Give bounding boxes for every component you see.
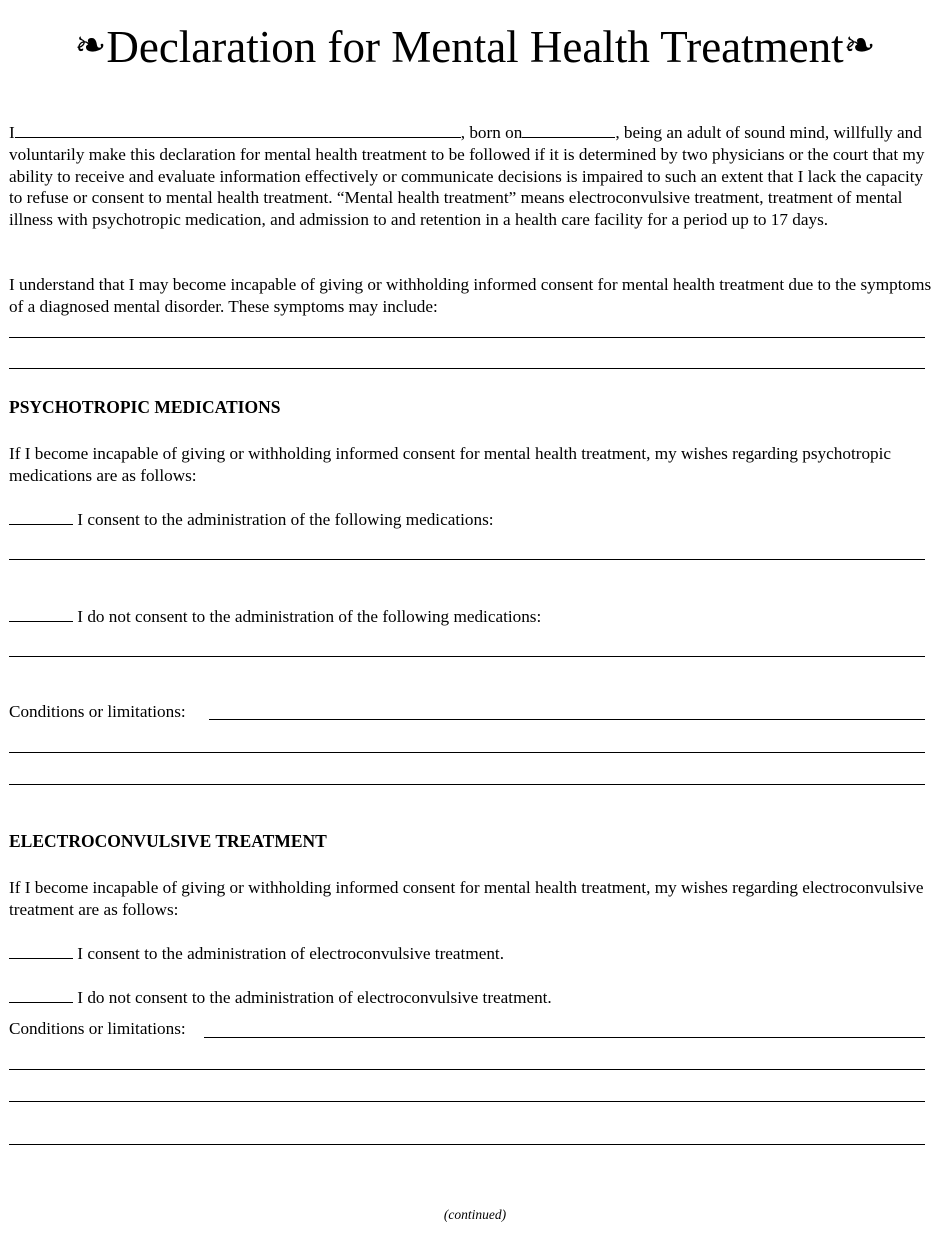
medication-conditions-line-3[interactable] <box>9 784 925 785</box>
medication-conditions-label: Conditions or limitations: <box>9 702 186 721</box>
left-fleuron-icon: ❧ <box>74 25 107 67</box>
born-on-label: , born on <box>460 123 523 142</box>
symptoms-paragraph: I understand that I may become incapable of giving or withholding informed consent for mental health treatment due to the symptoms of a diagnosed mental disorder. These symptoms may include: <box>9 275 932 316</box>
ect-consent-initials-field[interactable] <box>9 942 73 959</box>
intro-lead: I <box>9 123 15 142</box>
psychotropic-intro: If I become incapable of giving or withholding informed consent for mental health treatment, my wishes regarding psychotropic medications are as follows: <box>9 444 892 485</box>
birthdate-field[interactable] <box>522 121 615 138</box>
section-heading-ect: ELECTROCONVULSIVE TREATMENT <box>9 831 327 851</box>
intro-body: , being an adult of sound mind, willfully and voluntarily make this declaration for mental health treatment to be followed if it is determined by two physicians or the court that my ability to receive and evaluate information effectively or communicate decisions is impaired to such an extent that I lack the capacity to refuse or consent to mental health treatment. “Mental health treatment” means electroconvulsive treatment, treatment of mental illness with psychotropic medication, and admission to and retention in a health care facility for a period up to 17 days. <box>9 123 925 230</box>
medication-conditions-row <box>9 701 186 723</box>
ect-conditions-label: Conditions or limitations: <box>9 1019 186 1038</box>
ect-conditions-row <box>9 1018 186 1040</box>
ect-conditions-line-4[interactable] <box>9 1144 925 1145</box>
ect-refuse-row <box>9 986 552 1009</box>
continued-note: (continued) <box>443 1207 507 1222</box>
medication-consent-label: I consent to the administration of the following medications: <box>77 510 494 529</box>
right-fleuron-icon: ❧ <box>843 25 876 67</box>
symptoms-line-1[interactable] <box>9 337 925 338</box>
ect-conditions-line-3[interactable] <box>9 1101 925 1102</box>
title-text: Declaration for Mental Health Treatment <box>106 22 844 72</box>
medication-refuse-line[interactable] <box>9 656 925 657</box>
medication-conditions-line-2[interactable] <box>9 752 925 753</box>
ect-conditions-line-2[interactable] <box>9 1069 925 1070</box>
ect-intro: If I become incapable of giving or withholding informed consent for mental health treatment, my wishes regarding electroconvulsive treatment are as follows: <box>9 878 924 919</box>
ect-refuse-initials-field[interactable] <box>9 986 73 1003</box>
intro-paragraph <box>9 121 939 231</box>
medication-consent-initials-field[interactable] <box>9 508 73 525</box>
section-heading-psychotropic: PSYCHOTROPIC MEDICATIONS <box>9 397 281 417</box>
medication-consent-line[interactable] <box>9 559 925 560</box>
ect-consent-label: I consent to the administration of electroconvulsive treatment. <box>77 944 504 963</box>
ect-consent-row <box>9 942 504 965</box>
page-title <box>0 18 950 75</box>
medication-conditions-field[interactable] <box>209 719 925 720</box>
medication-refuse-initials-field[interactable] <box>9 605 73 622</box>
medication-refuse-label: I do not consent to the administration of the following medications: <box>77 607 542 626</box>
ect-refuse-label: I do not consent to the administration of electroconvulsive treatment. <box>77 988 552 1007</box>
medication-refuse-row <box>9 605 541 628</box>
medication-consent-row <box>9 508 494 531</box>
name-field[interactable] <box>15 121 461 138</box>
ect-conditions-field[interactable] <box>204 1037 925 1038</box>
symptoms-line-2[interactable] <box>9 368 925 369</box>
